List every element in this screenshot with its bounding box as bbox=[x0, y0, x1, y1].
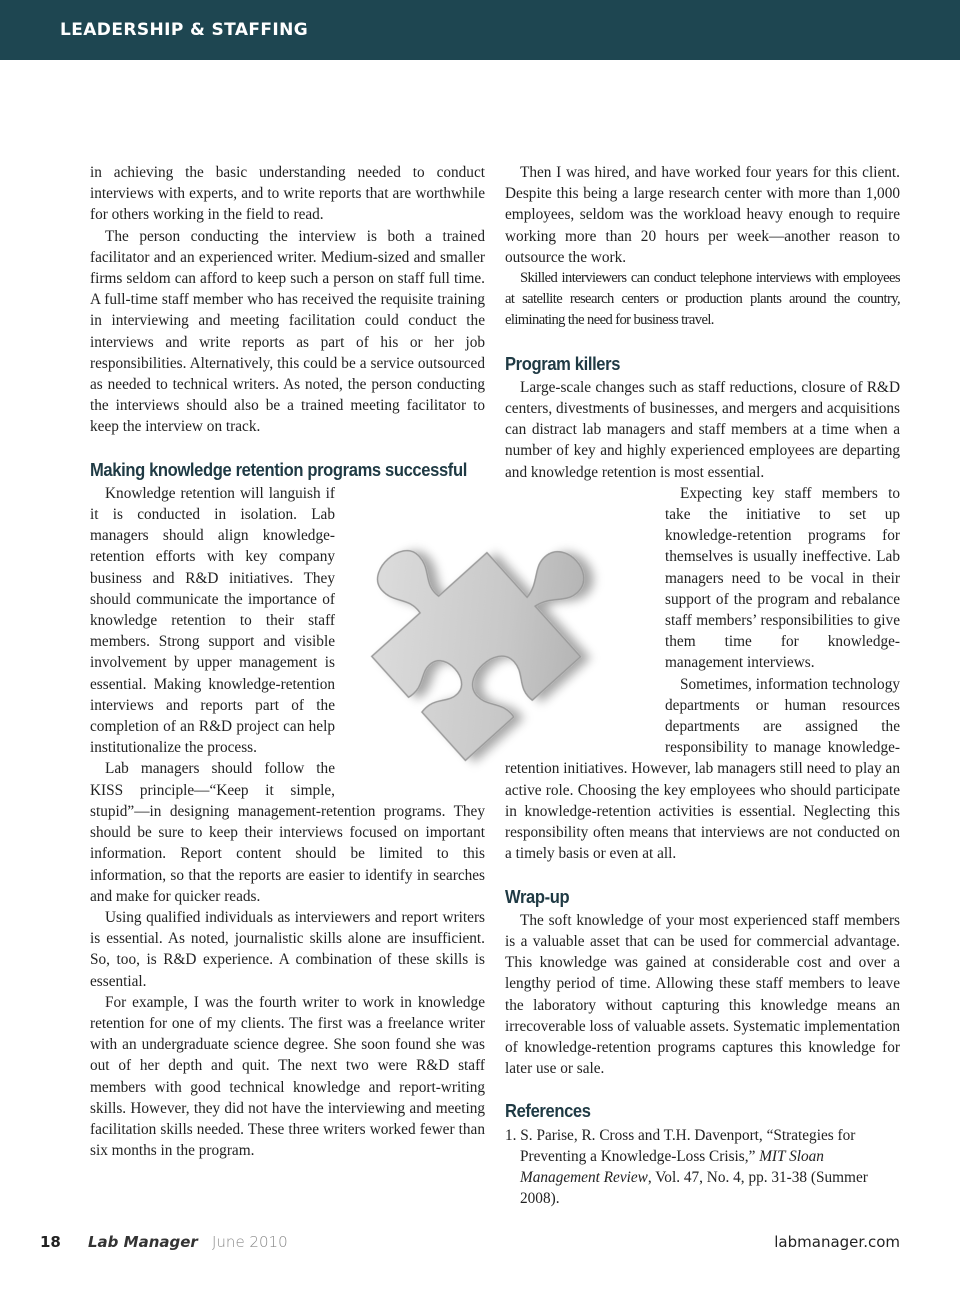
section-header-bar bbox=[0, 0, 960, 60]
right-paragraph-3: Large-scale changes such as staff reductions, closure of R&D centers, divestments of businesses, and mergers and acquisitions can distract lab managers and staff members at a time when a number of key and highly experienced employees are departing and knowledge retention is most essential. bbox=[505, 378, 900, 481]
reference-item-1 bbox=[505, 1125, 900, 1210]
left-paragraph-2: The person conducting the interview is both a trained facilitator and an experienced writer. Medium-sized and smaller firms seldom can afford to keep such a person on staff full time. A full-time staff member who has received the requisite training in interviewing and meeting facilitation could conduct the interviews and write reports as part of his or her job responsibilities. Alternatively, this could be a service outsourced as needed to technical writers. As noted, the person conducting the interviews should also be a trained meeting facilitator to keep the interview on track. bbox=[90, 227, 485, 436]
magazine-name: Lab Manager bbox=[88, 1233, 198, 1251]
reference-1-authors-title: 1. S. Parise, R. Cross and T.H. Davenport, “Strategies for Preventing a Knowledge-Loss Crisis,” bbox=[505, 1126, 856, 1165]
right-paragraph-1: Then I was hired, and have worked four years for this client. Despite this being a large research center with more than 1,000 employees, seldom was the workload heavy enough to require working more than 20 hours per week—another reason to outsource the work. bbox=[505, 164, 900, 266]
page-number: 18 bbox=[40, 1233, 61, 1251]
left-paragraph-6: For example, I was the fourth writer to work in knowledge retention for one of my clients. The first was a freelance writer with an undergraduate science degree. She soon found she was out of her depth and quit. The next two were R&D staff members with good technical knowledge and report-writing skills. However, they did not have the interviewing and meeting facilitation skills needed. These three writers worked fewer than six months in the program. bbox=[90, 993, 485, 1160]
issue-date: June 2010 bbox=[212, 1233, 288, 1251]
left-paragraph-3: Knowledge retention will languish if it is conducted in isolation. Lab managers should align knowledge-retention efforts with key company business and R&D initiatives. They should communicate the importance of knowledge retention to their staff members. Strong support and visible involvement by upper management is essential. Making knowledge-retention interviews and reports part of the completion of an R&D project can help institutionalize the process. bbox=[90, 484, 335, 757]
left-paragraph-1: in achieving the basic understanding needed to conduct interviews with experts, and to write reports that are worthwhile for others working in the field to read. bbox=[90, 164, 485, 224]
puzzle-piece-icon bbox=[345, 488, 675, 808]
heading-wrap-up: Wrap-up bbox=[505, 886, 570, 907]
right-paragraph-4: Expecting key staff members to take the initiative to set up knowledge-retention programs for themselves is usually ineffective. Lab managers need to be vocal in their support of the program and rebalance staff members’ responsibilities to give them time for knowledge-management interviews. bbox=[665, 484, 900, 672]
reference-1-details: , Vol. 47, No. 4, pp. 31-38 (Summer 2008). bbox=[520, 1168, 868, 1208]
right-paragraph-6: The soft knowledge of your most experienced staff members is a valuable asset that can be used for commercial advantage. This knowledge was gained at considerable cost and over a lengthy period of time. Allowing these staff members to leave the laboratory without capturing this knowledge means an irrecoverable loss of valuable assets. Systematic implementation of knowledge-retention programs captures this knowledge for later use or sale. bbox=[505, 911, 900, 1078]
website-link[interactable]: labmanager.com bbox=[774, 1233, 900, 1251]
right-paragraph-5: Sometimes, information technology departments or human resources departments are assigned the responsibility to manage knowledge-retention initiatives. However, lab managers still need to play an active role. Choosing the key employees who should participate in knowledge-retention activities is essential. Neglecting this responsibility often means that interviews are not conducted on a timely basis or even at all. bbox=[505, 675, 900, 863]
heading-making-knowledge-retention: Making knowledge retention programs successful bbox=[90, 459, 467, 480]
right-paragraph-2: Skilled interviewers can conduct telephone interviews with employees at satellite research centers or production plants around the country, eliminating the need for business travel. bbox=[505, 270, 900, 329]
section-label: LEADERSHIP & STAFFING bbox=[60, 20, 309, 40]
heading-references: References bbox=[505, 1101, 591, 1122]
left-paragraph-4: Lab managers should follow the KISS principle—“Keep it simple, stupid”—in designing management-retention programs. They should be sure to keep their interviews focused on important information. Report content should be limited to this information, so that the reports are easier to identify in searches and make for quicker reads. bbox=[90, 760, 485, 905]
heading-program-killers: Program killers bbox=[505, 353, 621, 374]
left-paragraph-5: Using qualified individuals as interviewers and report writers is essential. As noted, journalistic skills alone are insufficient. So, too, is R&D experience. A combination of these skills is essential. bbox=[90, 908, 485, 990]
reference-1-journal: MIT Sloan Management Review bbox=[520, 1147, 824, 1186]
